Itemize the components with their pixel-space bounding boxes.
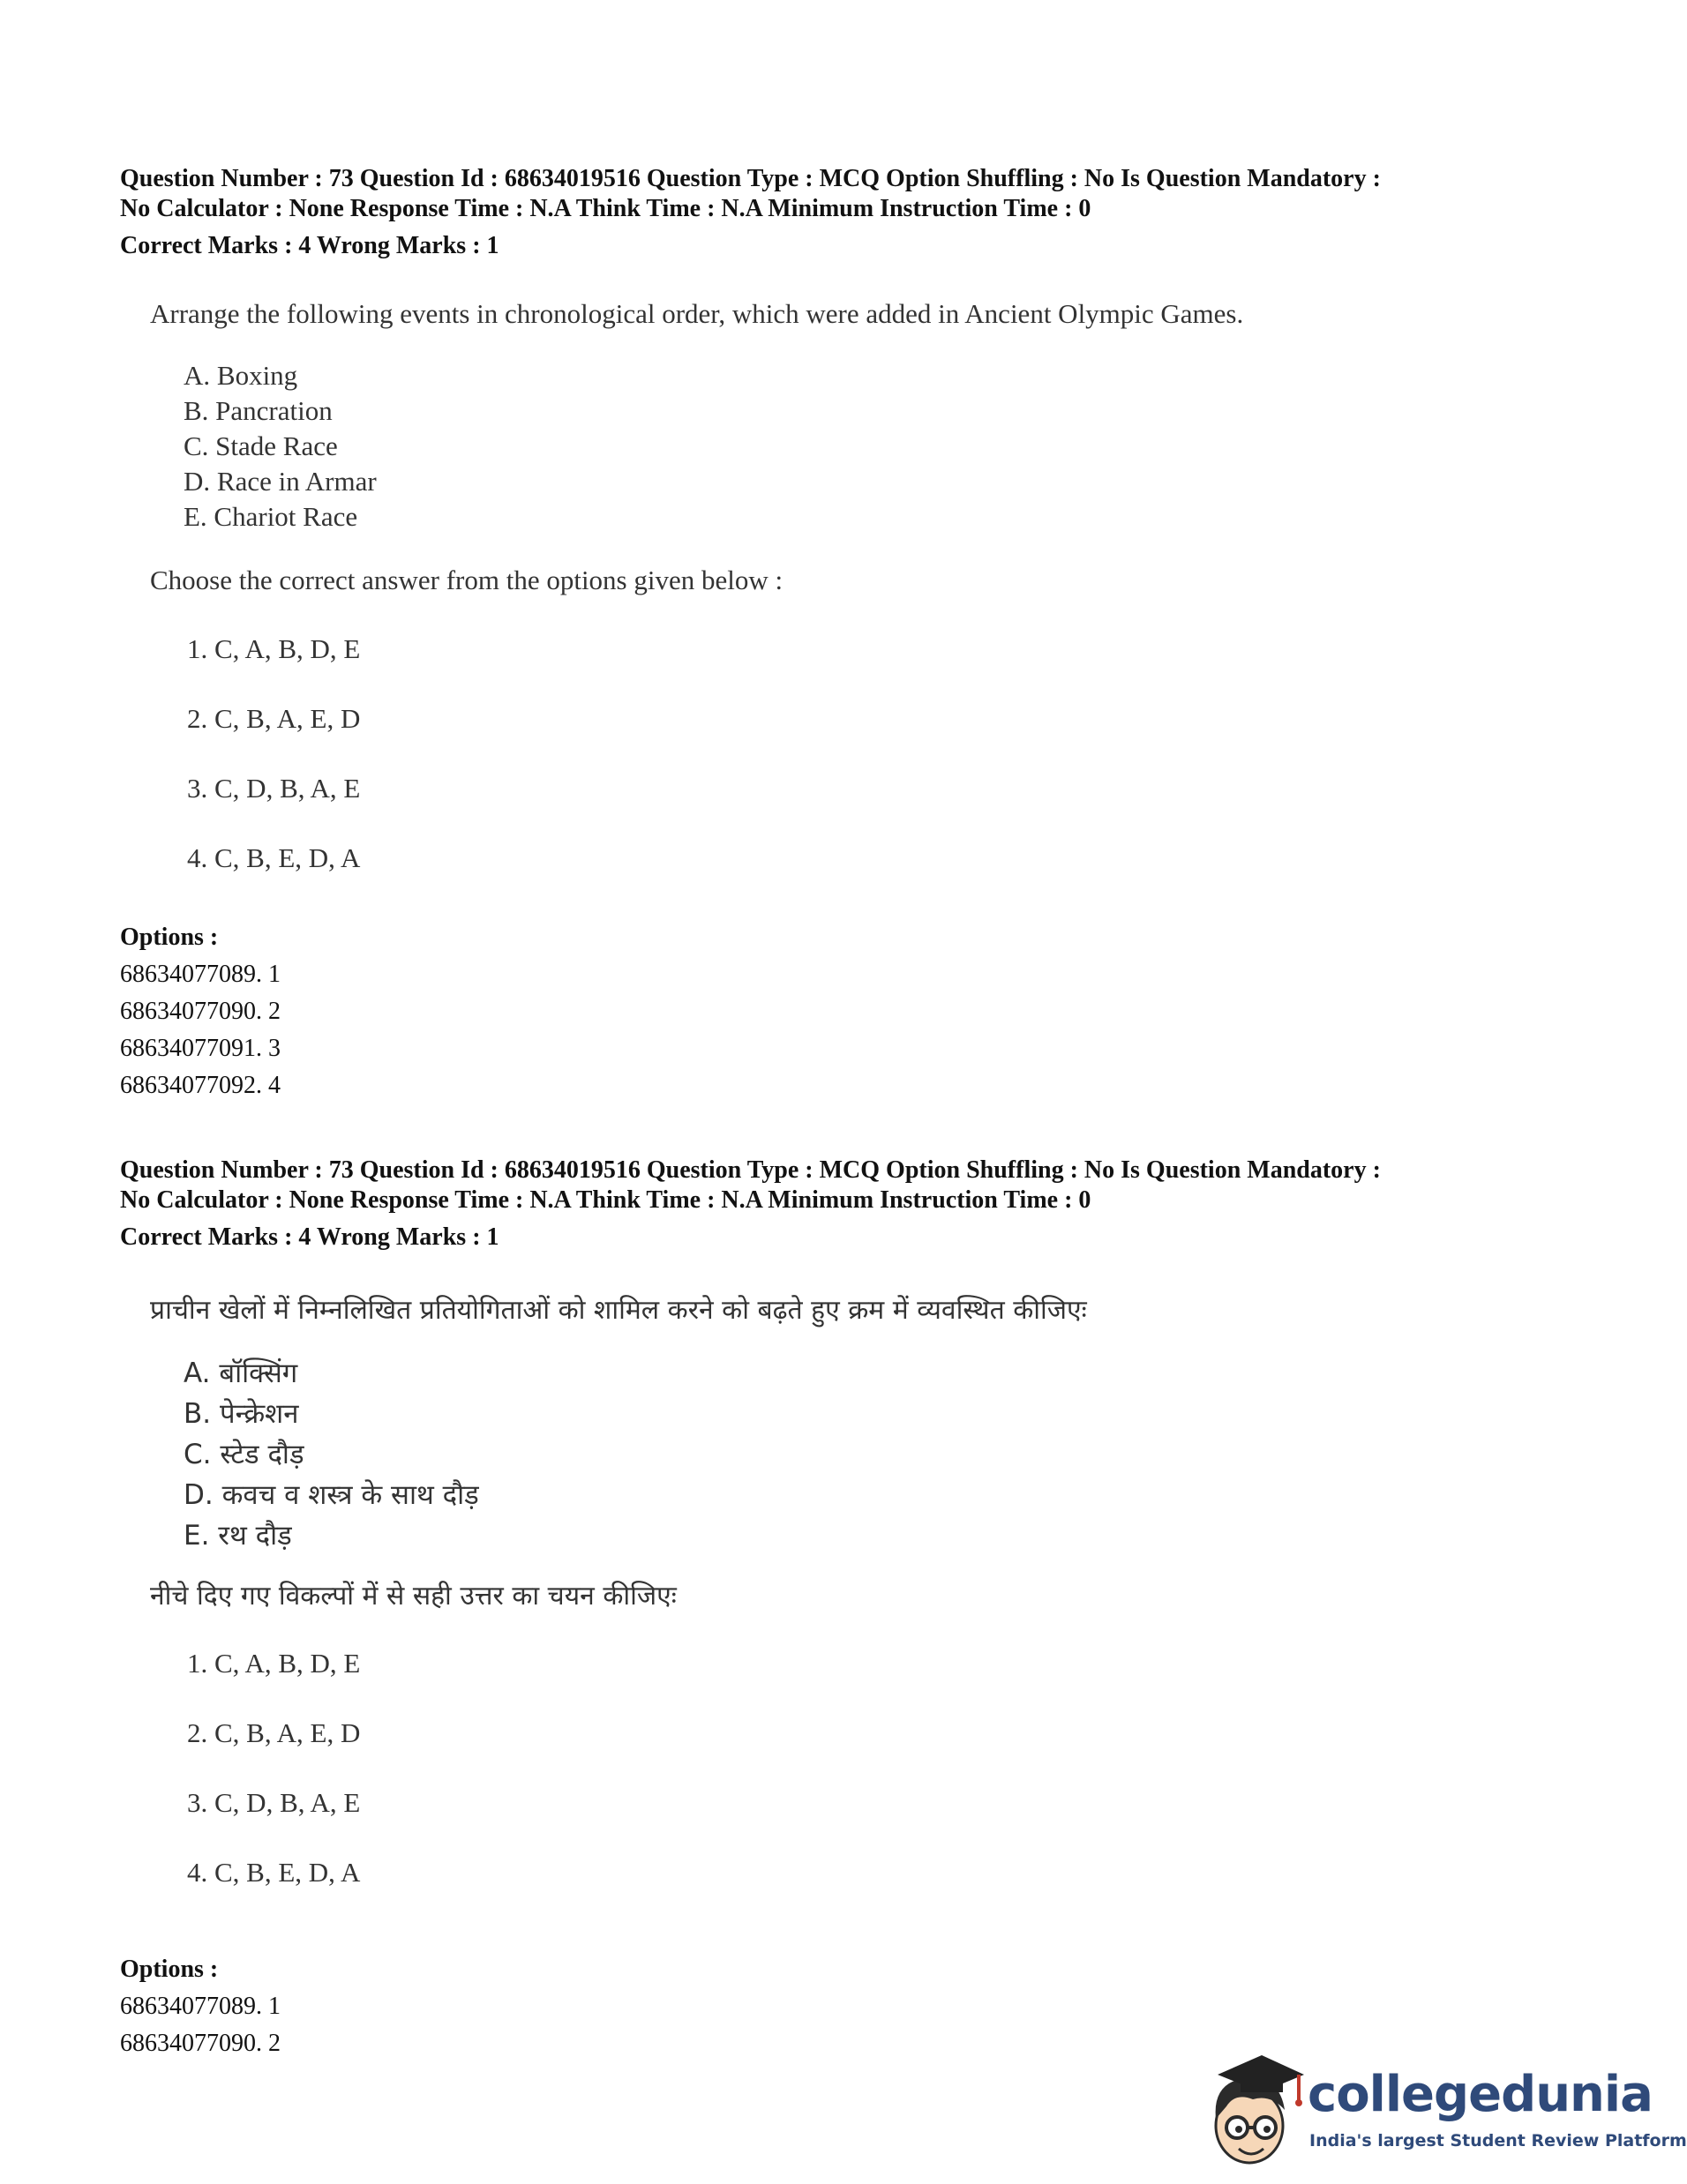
- q1-header: [120, 164, 1532, 261]
- q2-options: [120, 1951, 1532, 2062]
- q1-option-1: 68634077089. 1: [120, 961, 281, 988]
- q1-options-label: Options :: [120, 924, 219, 951]
- q2-question-text: प्राचीन खेलों में निम्नलिखित प्रतियोगिताओं को शामिल करने को बढ़ते हुए क्रम में व्यवस्थित कीजिएः: [150, 1295, 1087, 1326]
- q2-event-d: D. कवच व शस्त्र के साथ दौड़: [184, 1479, 479, 1511]
- q1-event-list: [184, 358, 1243, 535]
- q2-event-list: [184, 1353, 1087, 1556]
- q1-option-2: 68634077090. 2: [120, 998, 281, 1025]
- q1-choice-3: 3. C, D, B, A, E: [187, 773, 361, 804]
- q2-choice-list: [187, 1646, 1087, 1925]
- mascot-icon: [1200, 2048, 1306, 2172]
- q1-event-d: D. Race in Armar: [184, 466, 377, 497]
- q2-choice-3: 3. C, D, B, A, E: [187, 1787, 361, 1818]
- q2-choice-1: 1. C, A, B, D, E: [187, 1648, 361, 1679]
- q1-option-4: 68634077092. 4: [120, 1072, 281, 1099]
- q2-header-line1: Question Number : 73 Question Id : 68634019516 Question Type : MCQ Option Shuffling : No Is Question Mandatory :: [120, 1156, 1381, 1184]
- logo-tagline: India's largest Student Review Platform: [1309, 2131, 1687, 2150]
- q2-event-e: E. रथ दौड़: [184, 1520, 292, 1552]
- q2-header-line2: No Calculator : None Response Time : N.A Think Time : N.A Minimum Instruction Time : 0: [120, 1186, 1091, 1214]
- q1-marks: Correct Marks : 4 Wrong Marks : 1: [120, 232, 499, 259]
- q1-instruction: Choose the correct answer from the options given below :: [150, 565, 784, 595]
- q2-choice-2: 2. C, B, A, E, D: [187, 1717, 361, 1748]
- q1-choice-1: 1. C, A, B, D, E: [187, 633, 361, 664]
- q1-choice-list: [187, 632, 1243, 910]
- q1-event-b: B. Pancration: [184, 395, 333, 426]
- q2-instruction: नीचे दिए गए विकल्पों में से सही उत्तर का चयन कीजिएः: [150, 1581, 677, 1612]
- q1-option-3: 68634077091. 3: [120, 1035, 281, 1062]
- q2-question-image: [150, 1293, 1087, 1925]
- q2-event-c: C. स्टेड दौड़: [184, 1439, 304, 1470]
- q1-options-list: [120, 956, 1532, 1104]
- q1-event-a: A. Boxing: [184, 360, 298, 391]
- q2-option-1: 68634077089. 1: [120, 1993, 281, 2020]
- q2-event-a: A. बॉक्सिंग: [184, 1358, 298, 1389]
- q2-event-b: B. पेन्क्रेशन: [184, 1398, 299, 1430]
- logo-wordmark: collegedunia: [1308, 2066, 1653, 2123]
- q1-event-c: C. Stade Race: [184, 430, 338, 461]
- q1-header-line1: Question Number : 73 Question Id : 68634019516 Question Type : MCQ Option Shuffling : No Is Question Mandatory :: [120, 165, 1381, 192]
- q1-choice-2: 2. C, B, A, E, D: [187, 703, 361, 734]
- q1-options: [120, 919, 1532, 1104]
- q2-option-2: 68634077090. 2: [120, 2030, 281, 2057]
- q2-options-label: Options :: [120, 1956, 219, 1983]
- q2-header: [120, 1156, 1532, 1253]
- collegedunia-logo: [1200, 2048, 1687, 2172]
- q1-event-e: E. Chariot Race: [184, 501, 358, 532]
- q1-question-image: [150, 296, 1243, 910]
- q2-choice-4: 4. C, B, E, D, A: [187, 1857, 361, 1888]
- q2-marks: Correct Marks : 4 Wrong Marks : 1: [120, 1223, 499, 1251]
- q1-header-line2: No Calculator : None Response Time : N.A Think Time : N.A Minimum Instruction Time : 0: [120, 195, 1091, 222]
- q1-choice-4: 4. C, B, E, D, A: [187, 842, 361, 873]
- q1-question-text: Arrange the following events in chronological order, which were added in Ancient Olympic Games.: [150, 298, 1244, 329]
